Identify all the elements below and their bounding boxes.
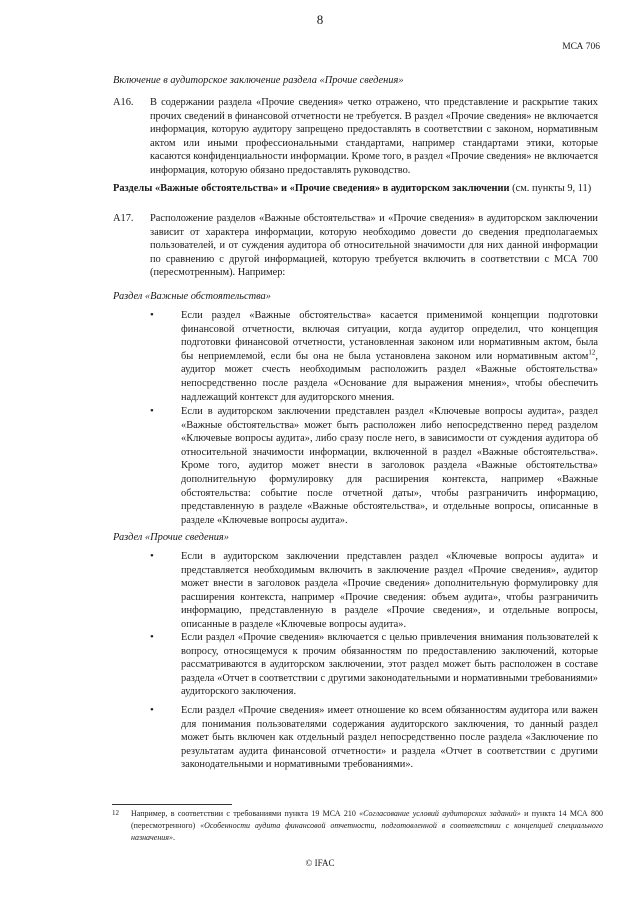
bullet-icon: •: [150, 704, 154, 716]
emphasis-subheading: Раздел «Важные обстоятельства»: [113, 291, 271, 302]
emphasis-bullet-2: Если в аудиторском заключении представлен раздел «Ключевые вопросы аудита», раздел «Важные обстоятельства» может быть расположен либо непосредственно перед разделом «Ключевые вопросы аудита», либо сразу после него, в зависимости от суждения аудитора об относительной значимости информации, включенной в раздел «Важные обстоятельства». Кроме того, аудитор может внести в заголовок раздела «Важные обстоятельства» дополнительную формулировку для расширения контекста, например «Важные обстоятельства: событие после отчетной даты», чтобы разграничить информацию, представленную в разделе «Важные обстоятельства», и отдельные вопросы, описанные в разделе «Ключевые вопросы аудита».: [181, 406, 598, 526]
inclusion-subheading: Включение в аудиторское заключение раздела «Прочие сведения»: [113, 75, 404, 86]
emphasis-bullet-1-text: Если раздел «Важные обстоятельства» касается применимой концепции подготовки финансовой отчетности, включая ситуации, когда аудитор определил, что концепция подготовки финансовой отчетности, установленная законом или нормативным актом, была бы неприемлемой, если бы она не была установлена законом или нормативным актом: [181, 310, 598, 362]
bullet-icon: •: [150, 631, 154, 643]
paragraph-number-a16: A16.: [113, 97, 134, 108]
footer-copyright: © IFAC: [305, 858, 335, 868]
other-bullet-2: Если раздел «Прочие сведения» включается с целью привлечения внимания пользователей к вопросу, относящемуся к прочим обязанностям по предоставлению заключений, которые рассматриваются в аудиторском заключении, этот раздел может быть расположен в составе раздела «Отчет в соответствии с другими законодательными и нормативными требованиями» аудиторского заключения.: [181, 632, 598, 698]
emphasis-bullet-1-text-end: , аудитор может счесть необходимым расположить раздел «Важные обстоятельства» непосредственно после раздела «Основание для выражения мнения», чтобы обеспечить надлежащий контекст для аудиторского мнения.: [181, 350, 598, 403]
other-bullet-3: Если раздел «Прочие сведения» имеет отношение ко всем обязанностям аудитора или важен для понимания пользователями содержания аудиторского заключения, то данный раздел может быть включен как отдельный раздел непосредственно после раздела «Заключение по результатам аудита финансовой отчетности» и раздела «Отчет в соответствии с другими законодательными и нормативными требованиями».: [181, 705, 598, 771]
sections-heading: [113, 182, 598, 196]
bullet-icon: •: [150, 405, 154, 417]
bullet-icon: •: [150, 309, 154, 321]
footnote-part: и пункта 14 МСА 800 (пересмотренного): [131, 809, 603, 830]
footnote-part: Например, в соответствии с требованиями пункта 19 МСА 210: [131, 809, 360, 818]
paragraph-number-a17: A17.: [113, 213, 134, 224]
footnote-reference: 12: [588, 348, 596, 357]
bullet-icon: •: [150, 550, 154, 562]
footnote-number: 12: [112, 809, 119, 817]
footnote-part: .: [173, 833, 176, 842]
paragraph-a16: В содержании раздела «Прочие сведения» четко отражено, что представление и раскрытие таких прочих сведений в финансовой отчетности не требуется. В раздел «Прочие сведения» не включается информация, которую аудитору запрещено предоставлять в соответствии с законом, нормативным актом или иными профессиональными стандартами, например стандартами этики, которые касаются конфиденциальности информации. Кроме того, в раздел «Прочие сведения» не включается информация, которую обязано предоставлять руководство.: [150, 97, 598, 176]
sections-heading-reference: (см. пункты 9, 11): [509, 183, 592, 194]
document-code: МСА 706: [562, 42, 600, 52]
other-bullet-1: Если в аудиторском заключении представлен раздел «Ключевые вопросы аудита» и представляется необходимым включить в заключение раздел «Прочие сведения», аудитор может внести в заголовок раздела «Прочие сведения» дополнительную формулировку для расширения контекста, например «Прочие сведения: объем аудита», чтобы разграничить информацию, представленную в разделе «Прочие сведения», и отдельные вопросы, описанные в разделе «Ключевые вопросы аудита».: [181, 551, 598, 630]
footnote-text: [131, 808, 603, 844]
emphasis-bullet-1: [181, 309, 598, 404]
footnote-divider: [112, 804, 232, 805]
footnote-title-isa800: «Особенности аудита финансовой отчетности, подготовленной в соответствии с концепцией специального назначения»: [131, 821, 603, 842]
paragraph-a17: Расположение разделов «Важные обстоятельства» и «Прочие сведения» в аудиторском заключении зависит от характера информации, которую необходимо довести до сведения предполагаемых пользователей, и от суждения аудитора об относительной значимости для них данной информации по сравнению с другой информацией, которую требуется включить в соответствии с МСА 700 (пересмотренным). Например:: [150, 213, 598, 279]
sections-heading-bold: Разделы «Важные обстоятельства» и «Прочие сведения» в аудиторском заключении: [113, 183, 510, 194]
other-subheading: Раздел «Прочие сведения»: [113, 532, 229, 543]
page-number: 8: [316, 12, 324, 27]
footnote-title-isa210: «Согласование условий аудиторских заданий»: [359, 809, 521, 818]
